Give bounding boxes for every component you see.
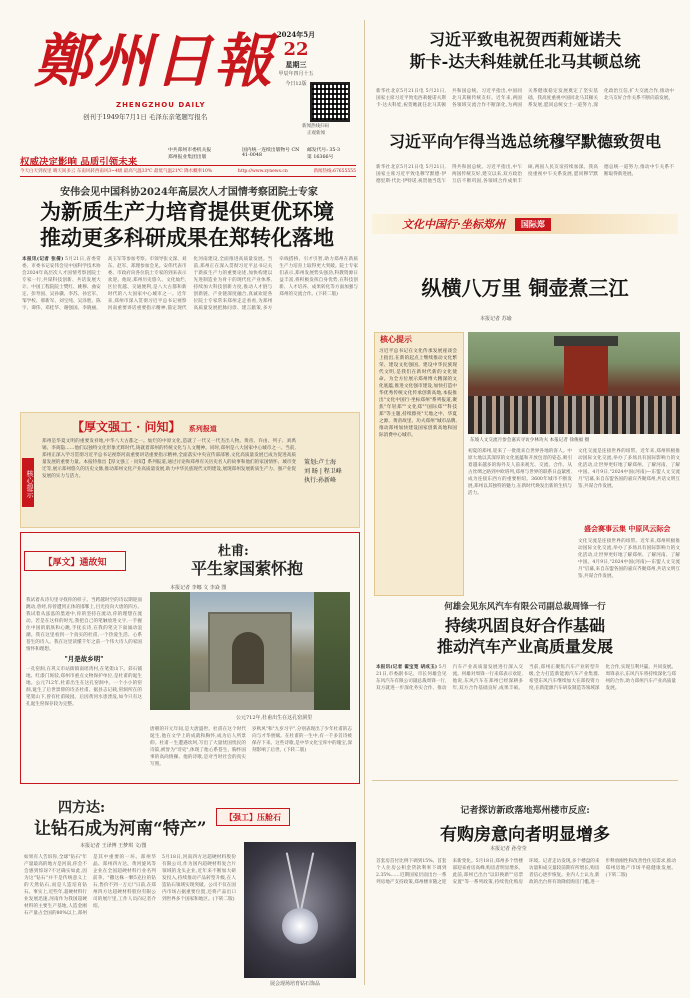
website-link[interactable]: http://www.zynews.cn (237, 168, 288, 174)
right-headline-1b[interactable]: 斯卡-达夫科娃就任北马其顿总统 (409, 52, 641, 71)
dufu-body-3: 唐朝的开元年间,是大唐盛世。杜甫在这个时代诞生,他在文学上的成就和胸怀,成为后人所景仰。杜甫一生遭遇坎坷,写出了大量忧国忧民的诗篇,被誉为"诗史",体现了他心系苍生、胸怀国事的高尚情操。他的诗歌,是对当时社会的真实写照。 (150, 727, 246, 767)
lunar-date: 甲辰年四月十五 (278, 71, 314, 77)
auto-lead: 本报讯(记者 翟宝宽 胡成玉) (376, 665, 438, 670)
dufu-photo-caption: 公元712年,杜甫出生在这孔窑洞里 (236, 715, 313, 721)
section-rule (372, 780, 678, 781)
page-count: 今日12版 (285, 81, 307, 87)
column-divider (364, 20, 365, 985)
kicker-anwei: 安伟会见中国科协2024年高层次人才国情考察团院士专家 (60, 187, 318, 198)
dufu-title-1[interactable]: 杜甫: (218, 544, 249, 559)
newspaper-title: 鄭州日報 (34, 27, 275, 95)
series-name: 系列报道 (188, 424, 217, 433)
culture-title[interactable]: 纵横八万里 铜壶煮三江 (421, 276, 629, 300)
culture-body-right-1: 文化交流是连接世界的纽带。近年来,郑州积极推动国际文化交流,举办了多场具有国际影响力的文化活动,让世界更好地了解郑州、了解河南、了解中国。4月9日,"2024中国(河南)—东盟人文交流月"启幕,来自东盟各国的嘉宾齐聚郑州,共话文明互鉴,共谋合作发展。 (578, 449, 680, 489)
auto-text: 5月21日,市委副书记、市长何雄会见东风汽车有限公司副总裁周锋一行,双方就进一步深化务实合作、推动汽车产业高质量发展进行深入交流。何雄对周锋一行来郑表示欢迎,他说,东风汽车在郑州已经深耕多年,双方合作基础良好,成果丰硕。当前,郑州正聚焦汽车产业转型升级,全力打造新能源汽车产业集群,希望东风汽车继续加大在郑投资力度,在新能源汽车研发制造等领域深化合作,实现互利共赢、共同发展。周锋表示,东风汽车将持续深化与郑州的合作,助力郑州汽车产业高质量发展。 (376, 665, 676, 691)
core-hint-text: 习近平总书记在文化传承发展座谈会上指出,在新的起点上继续推动文化繁荣、建设文化强国、建设中华民族现代文明,是我们在新时代新的文化使命。为全方位展示郑州博大精深的文化底蕴,推进文化强市建设,加快打造中华优秀传统文化传承创新高地,本报推出"文化中国行·坐标郑州"系列报道,聚焦"年轻郑""文化郑""国际郑""科技郑"等主题,持续擦亮"天地之中、华夏之源、黄帝故里、功夫郑州"城市品牌,推动郑州加快建设国家创新高地和国际消费中心城市。 (379, 349, 457, 438)
date-box (270, 30, 322, 87)
diamond-tag (216, 808, 290, 826)
qr-code-icon[interactable] (310, 82, 350, 122)
postcode: 邮发代号: 35-3 第 16366号 (307, 148, 341, 160)
auto-kicker: 何雄会见东风汽车有限公司副总裁周锋一行 (444, 602, 606, 612)
culture-body-left: 初夏的郑州,迎来了一批批来自世界各地的客人。中原大地以其深厚的文化底蕴和开放包容的姿态,吸引着越来越多的海外友人前来观光、交流、合作。从古丝绸之路到中欧班列,郑州与世界的联系日益紧密,成为连接东西方的重要枢纽。3600年城市不断发展,郑州以其独特的魅力,在新时代焕发出新的生机与活力。 (468, 449, 572, 496)
qr-label: 新闻热线扫码 (302, 124, 329, 129)
culture-body-right-2: 文化交流是连接世界的纽带。近年来,郑州积极推动国际文化交流,举办了多场具有国际影响力的文化活动,让世界更好地了解郑州、了解河南、了解中国。4月9日,"2024中国(河南)—东盟人文交流月"启幕,来自东盟各国的嘉宾齐聚郑州,共话文明互鉴,共谋合作发展。 (578, 539, 680, 579)
diamond-body-2: 5月18日,河南四方达超硬材料股份有限公司,作为国内超硬材料复合片领域的龙头企业,近年来不断加大研发投入,持续推动产品转型升级,在人造钻石领域实现突破。公司不仅在国内市场占据重要位置,还将产品出口到世界多个国家和地区。(下转二版) (162, 855, 236, 902)
diamond-tag-text: 【强工】压舱石 (225, 811, 281, 822)
dufu-stamp (24, 551, 126, 571)
core-tag-left (22, 458, 34, 507)
year-month: 2024年5月 (276, 30, 316, 39)
weekday: 星期三 (285, 60, 307, 69)
dufu-text-1: 我试着从诗句里寻找你的样子。当跨越时空的诗以期迎面跳动,曾经,你曾遭到正体的邯郸上,目光投向大唐的四方。我试着从泓泓的墨迹中,你的坚持在流动,你的理想在流动。若是在这样的时光,我把自己的笔触放进文字,一手握住中国的肌肤和心跳,手抚长诗,在我的笔尖下面涌动浪潮。我在这里看到一个真实的杜甫,一个热爱生活、心系苍生的诗人。我在这里读懂千年之前一个伟大诗人的家国情怀和理想。 (26, 598, 142, 652)
housing-headline[interactable]: 有购房意向者明显增多 (440, 825, 610, 845)
feature-intro: 郑州是华夏文明的重要发祥地,中华八大古都之一。灿烂的中原文化,造就了一代又一代杰出人物。黄帝、许由、列子、刘禹锡、李商隐……他们以独特文化形象光辉时代,铸就着郑州的传统文化与人文精神。同时,郑州是八大国家中心城市之一。当前,郑州正深入学习贯彻习近平总书记视察河南重要讲话重要指示精神,全面落实中央宣传部部署,文化高质量发展已成为促进高质量发展的重要力量。本报特推出【厚文强工 · 问知】系列报道,通过讨论和郑州有关历史名人的故事和他们的家国情怀、城市变迁等,展示郑州悠久的历史文脉,推动郑州文化产业高质量发展,助力中华民族现代文明建设,展现郑州发展新质生产力、强产业促发展的实力与活力。 (42, 439, 296, 479)
culture-byline: 本报记者 苏瑜 (480, 316, 512, 322)
core-hint-tag (380, 334, 412, 345)
article-lead: 本报讯(记者 张倩) (22, 257, 64, 262)
culture-subhead: 盛会赛事云集 中原风云际会 (584, 524, 671, 533)
right-body-1: 新华社北京5月21日电 5月21日,国家主席习近平致电西莉娅诺夫斯卡-达夫科娃,祝贺她就任北马其顿共和国总统。习近平指出,中国同北马其顿传统友好。近年来,两国各领域交流合作不断深化,为两国关系健康稳定发展奠定了坚实基础。我高度重视中国同北马其顿关系发展,愿同总统女士一道努力,深化政治互信,扩大交流合作,推动中北马友好合作关系不断向前发展。 (376, 89, 674, 108)
newspaper-english: ZHENGZHOU DAILY (116, 101, 206, 109)
dufu-cave-photo[interactable] (150, 592, 350, 710)
right-headline-2[interactable]: 习近平向乍得当选总统穆罕默德致贺电 (388, 132, 661, 151)
housing-body: 首套房首付比例下调到15%、首套个人住房公积金贷款利率下调到2.35%……近期国家层面出台一系列房地产支持政策,郑州楼市随之迎来新变化。5月18日,郑州多个售楼部迎来看房高峰,购房者明显增多。此前,郑州已出台"以旧换新""房票安置"等一系列政策,持续优化购房环境。记者走访发现,多个楼盘的来访量和成交量较前期有所增长,购房者信心逐步恢复。业内人士认为,新政的出台将有效降低购房门槛,进一步释放刚性和改善性住房需求,推动郑州房地产市场平稳健康发展。(下转二版) (376, 859, 676, 885)
auto-headline-1[interactable]: 持续巩固良好合作基础 (444, 616, 605, 635)
founded-line: 创刊于1949年7月1日 毛泽东亲笔题写报名 (83, 113, 208, 121)
dufu-body-4: 岁秋风"和"九岁习字",分别表现出了少年杜甫的志向与才华禀赋。在杜甫的一生中,有一千多首诗被保存下来。这些诗歌,是中华文化宝库中的瑰宝,深刻影响了后世。(下转二版) (252, 727, 352, 753)
diamond-title-1[interactable]: 四方达: (58, 800, 106, 816)
publisher: 中共郑州市委机关报 郑州报业集团出版 (168, 148, 212, 160)
shaolin-photo[interactable] (468, 332, 680, 434)
weather-text: 今天白天到夜里 晴天间多云 东南风转西南风3~4级 最高气温33℃ 最低气温21℃ 降水概率10% (20, 169, 213, 174)
masthead-logo (34, 26, 275, 96)
right-body-2: 新华社北京5月21日电 5月21日,国家主席习近平致电穆罕默德·伊德里斯·代比·伊特诺,祝贺他当选乍得共和国总统。习近平指出,中乍两国传统友好,建交以来,双方政治互信不断巩固,各领域合作成果丰硕,两国人民友谊持续加深。我高度重视中乍关系发展,愿同穆罕默德总统一道努力,推动中乍关系不断取得新进展。 (376, 165, 674, 184)
diamond-photo[interactable] (244, 842, 356, 978)
dufu-stamp-text: 【厚文】通故知 (43, 557, 107, 568)
housing-kicker: 记者探访新政落地郑州楼市反应: (460, 806, 590, 816)
slogan-bar (20, 150, 150, 166)
dufu-body-1 (26, 597, 142, 765)
dufu-title-2[interactable]: 平生家国萦怀抱 (190, 559, 303, 578)
weather-bar (20, 165, 356, 177)
housing-byline: 本报记者 孙莹莹 (490, 846, 527, 852)
diamond-byline: 本报记者 王译博 王梦琪 文/图 (80, 843, 147, 849)
issn: 国内统一连续出版物号 CN 41-0048 (242, 148, 300, 158)
dufu-subhead: "月是故乡明" (64, 655, 104, 663)
shaolin-photo-caption: 东坡人文交流月参会嘉宾寻访少林功夫 本报记者 徐俊福 摄 (470, 438, 590, 443)
feature-series-header (72, 418, 217, 435)
day-number: 22 (283, 39, 309, 60)
article-text: 5月21日,省委常委、市委书记安伟会见中国科学技术协会2024年高层次人才国情考察团院士专家一行,共谋科技创新、共话发展大计。中国工程院院士樊红、姚穆、曲安定、彭寿国、吴孙骥、李苏、孙宏军、邹学校、邢新军、刘宝纯、吴泽胜、陈宇、谭伟、邓桂华、谢强国、李晓丽、高玉军等参加考察。市领导张文深、刘东、赵军、郑理参加会见。安伟代表市委、市政府向各位院士专家的到来表示欢迎。他说,郑州历史悠久、文化灿烂,区位优越、交通便利,是八大古都和新时代的八大国家中心城市之一。近年来,郑州市深入贯彻习近平总书记视察河南重要讲话重要指示精神,锚定现代化河南建设,全面推进高质量发展。当前,郑州正在深入贯彻习近平总书记关于新质生产力的重要论述,加快构建以先进制造业为骨干的现代化产业体系,持续加大科技创新力度,推动人才链与创新链、产业链深度融合,真诚欢迎各位院士专家常来郑州走走看看,为郑州高质量发展把脉问诊、建言献策,多方牵线搭桥、引才引智,助力郑州在新质生产力培育上取得更大突破。院士专家们表示,郑州发展势头强劲,科教资源日益丰富,将积极发挥自身优势,在科技创新、人才培养、成果转化等方面加强与郑州的交流合作。(下转二版) (22, 257, 358, 311)
culture-banner-text: 文化中国行·坐标郑州 (402, 218, 505, 231)
hotline: 新闻热线:67655555 (313, 169, 356, 174)
auto-body (376, 664, 676, 772)
core-tag-label: 核心提示 (26, 470, 34, 498)
feature-planner: 策划:卢士海 刘 旸 | 程卫峰 执行:孙新峰 (304, 459, 342, 484)
series-tag: 【厚文强工 · 问知】 (72, 420, 181, 434)
headline-line-2[interactable]: 推动更多科研成果在郑转化落地 (40, 225, 334, 250)
dufu-text-2: 一孔窑洞,在巩义市站街镇南瑶湾村,在笔架山下。彩石铺地、红漆门斑驳,郑州市重点文物保护单位,是杜甫的诞生地。公元712年,杜甫出生在这孔窑洞中。一个小小的窑洞,诞生了后世景仰的诗圣杜甫。据县志记载,窑洞所在的笔架山下,曾有杜甫陵园。后因黄河水患湮没,如今只有这孔诞生窑保存较为完整。 (26, 667, 142, 707)
diamond-body: 如果有人告诉你,全球"钻石"年产量最高的地方是河南,你会不会感到惊讶?不过确实如此,因为这"钻石"并不是传统意义上的天然钻石,而是人造培育钻石。事实上,近些年,超硬材料行业发展迅速,河南作为我国超硬材料的主要生产基地,人造金刚石产量占全国的80%以上,郑州是其中重要的一环。郑州华晶、郑州四方达、黄河旋风等企业在全国超硬材料行业名列前茅。"撒这株一颗5克拉的钻石,售价不到一万元!"日前,在郑州四方达超硬材料股份有限公司的展厅里,工作人员向记者介绍。 (24, 855, 156, 916)
right-headline-1a[interactable]: 习近平致电祝贺西莉娅诺夫 (428, 30, 621, 49)
dufu-byline: 本报记者 李娜 文 李焱 图 (170, 585, 227, 591)
culture-banner (372, 214, 678, 234)
culture-banner-tag: 国际郑 (515, 218, 551, 231)
article-body-anwei (22, 256, 358, 382)
diamond-title-2[interactable]: 让钻石成为河南“特产” (34, 819, 207, 839)
auto-headline-2[interactable]: 推动汽车产业高质量发展 (436, 637, 613, 656)
headline-line-1[interactable]: 为新质生产力培育提供更优环境 (40, 199, 334, 224)
core-hint-tag-text: 核心提示 (380, 334, 412, 344)
slogan: 权威决定影响 品质引领未来 (20, 157, 138, 168)
diamond-caption: 展会现场培育钻石饰品 (270, 981, 321, 987)
qr-label-2: 正观新闻 (307, 131, 325, 136)
